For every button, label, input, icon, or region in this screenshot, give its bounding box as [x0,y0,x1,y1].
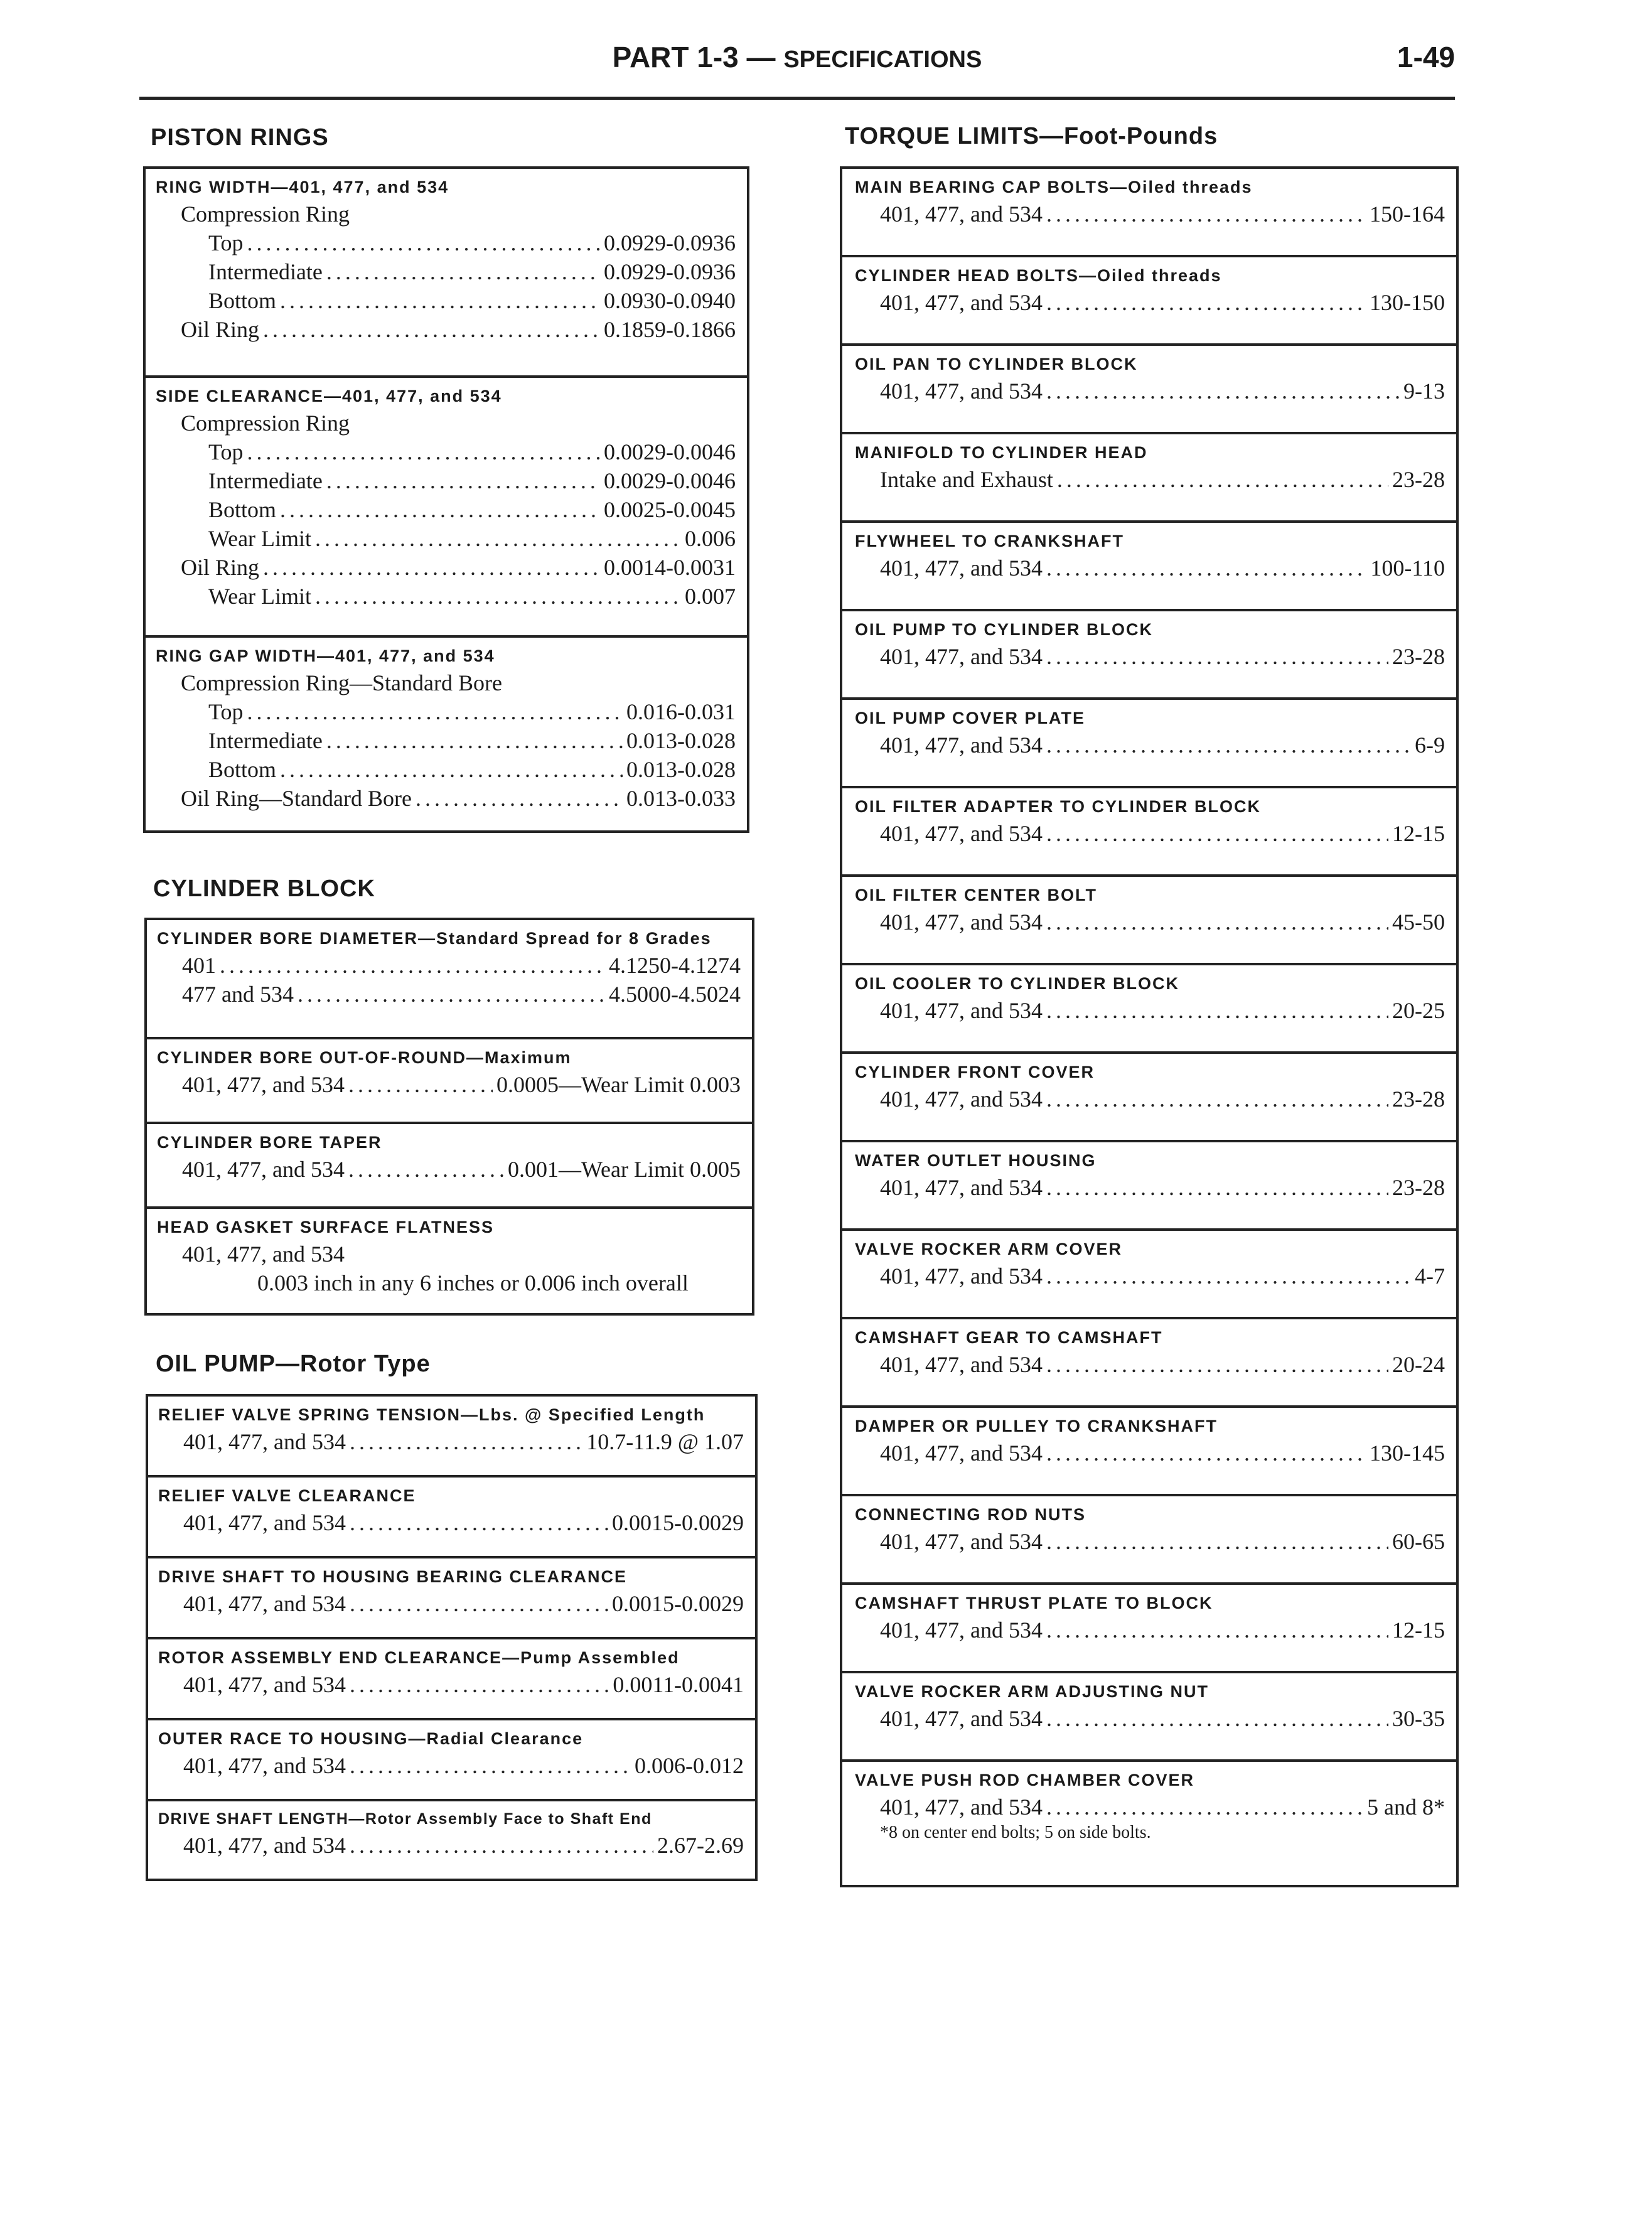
flatness-section [147,1209,752,1313]
dot-leader [280,755,623,784]
dot-leader [1046,1085,1388,1113]
spec-label: 401, 477, and 534 [880,1263,1043,1289]
spec-value: 30-35 [1392,1706,1445,1731]
section-title: CYLINDER FRONT COVER [855,1063,1095,1081]
spec-row [156,726,736,755]
spec-row [156,228,736,257]
spec-label: Intermediate [208,259,323,284]
spec-value: 4-7 [1415,1263,1445,1289]
spec-label: 401, 477, and 534 [880,1794,1043,1820]
dot-leader [1046,200,1366,228]
group-label: Compression Ring [181,201,350,227]
section-title: MAIN BEARING CAP BOLTS—Oiled threads [855,178,1253,196]
spec-label: 401, 477, and 534 [182,1072,345,1097]
spec-row [855,996,1445,1025]
section-title: CAMSHAFT THRUST PLATE TO BLOCK [855,1594,1213,1612]
spec-label: Bottom [208,288,277,313]
piston-rings-heading: PISTON RINGS [151,124,329,151]
spec-value: 0.0011-0.0041 [613,1672,744,1697]
spec-label: 477 and 534 [182,982,294,1007]
torque-section [842,1054,1456,1142]
spec-label: 401, 477, and 534 [880,555,1043,581]
dot-leader [1057,465,1388,494]
spec-label: 401, 477, and 534 [183,1591,346,1616]
spec-value: 0.013-0.033 [626,786,736,811]
section-title: RING GAP WIDTH—401, 477, and 534 [156,646,495,665]
spec-label: 401, 477, and 534 [880,732,1043,758]
dot-leader [1046,642,1388,671]
spec-label: 401, 477, and 534 [880,1086,1043,1112]
dot-leader [280,495,600,524]
spec-row [156,286,736,315]
spec-row [157,951,741,980]
oil-pump-table [146,1394,758,1881]
section-title: CYLINDER BORE OUT-OF-ROUND—Maximum [157,1048,572,1067]
ring-gap-section [146,638,747,830]
torque-limits-heading: TORQUE LIMITS—Foot-Pounds [845,123,1218,149]
dot-leader [350,1751,631,1780]
oil-pump-section [148,1558,755,1639]
spec-label: Intake and Exhaust [880,467,1053,492]
spec-label: 401, 477, and 534 [880,998,1043,1023]
dot-leader [1046,377,1400,405]
spec-row [855,1616,1445,1644]
dot-leader [263,553,600,582]
dot-leader [247,697,623,726]
dot-leader [315,582,681,611]
footnote: *8 on center end bolts; 5 on side bolts. [880,1823,1151,1842]
spec-value: 0.0929-0.0936 [604,230,736,255]
spec-row [156,553,736,582]
section-title: VALVE PUSH ROD CHAMBER COVER [855,1771,1195,1789]
spec-value: 23-28 [1392,1086,1445,1112]
oil-pump-section [148,1639,755,1720]
section-title: VALVE ROCKER ARM COVER [855,1240,1123,1258]
spec-row [855,1793,1445,1821]
spec-row [156,466,736,495]
dot-leader [1046,908,1388,936]
section-title: DRIVE SHAFT LENGTH—Rotor Assembly Face to Shaft End [158,1810,652,1828]
group-label: Compression Ring—Standard Bore [181,670,502,695]
dot-leader [350,1670,609,1699]
spec-row [855,908,1445,936]
dot-leader [1046,1173,1388,1202]
spec-row [855,465,1445,494]
spec-row [855,1350,1445,1379]
bore-diameter-section [147,920,752,1039]
section-title: DRIVE SHAFT TO HOUSING BEARING CLEARANCE [158,1567,628,1586]
section-title: OIL FILTER ADAPTER TO CYLINDER BLOCK [855,797,1262,816]
group-label: Compression Ring [181,410,350,436]
spec-row [157,980,741,1009]
spec-label: 401, 477, and 534 [183,1753,346,1778]
torque-section [842,1231,1456,1319]
dot-leader [416,784,623,813]
spec-row [158,1831,744,1860]
dot-leader [1046,1793,1363,1821]
spec-value: 0.0015-0.0029 [612,1510,744,1535]
spec-row [157,1155,741,1184]
spec-value: 0.003 inch in any 6 inches or 0.006 inch overall [257,1270,689,1295]
dot-leader [326,257,600,286]
spec-row [855,819,1445,848]
page-title: PART 1-3 — SPECIFICATIONS [612,41,982,73]
spec-label: Wear Limit [208,526,312,551]
section-title: RING WIDTH—401, 477, and 534 [156,178,449,196]
dot-leader [1046,1439,1366,1467]
torque-section [842,611,1456,700]
spec-value: 9-13 [1403,378,1445,404]
spec-label: 401, 477, and 534 [880,644,1043,669]
section-title: OIL COOLER TO CYLINDER BLOCK [855,974,1180,993]
spec-label: 401, 477, and 534 [880,1440,1043,1466]
spec-value: 4.1250-4.1274 [609,953,741,978]
spec-value: 130-145 [1370,1440,1445,1466]
dot-leader [350,1831,653,1860]
section-title: RELIEF VALVE CLEARANCE [158,1486,416,1505]
spec-value: 45-50 [1392,909,1445,935]
page-header [139,36,1455,100]
torque-section [842,788,1456,877]
spec-row [156,524,736,553]
spec-value: 0.1859-0.1866 [604,317,736,342]
spec-label: Wear Limit [208,584,312,609]
spec-value: 0.007 [685,584,736,609]
spec-value: 130-150 [1370,290,1445,315]
cylinder-block-heading: CYLINDER BLOCK [153,876,375,902]
spec-value: 0.0029-0.0046 [604,468,736,493]
spec-row [156,582,736,611]
spec-row [158,1589,744,1618]
spec-row [156,257,736,286]
spec-row [855,1085,1445,1113]
spec-value: 0.0929-0.0936 [604,259,736,284]
piston-rings-table [143,166,749,833]
section-title: ROTOR ASSEMBLY END CLEARANCE—Pump Assembled [158,1648,680,1667]
spec-label: 401, 477, and 534 [183,1429,346,1454]
spec-value: 0.0015-0.0029 [612,1591,744,1616]
torque-section [842,434,1456,523]
section-title: SIDE CLEARANCE—401, 477, and 534 [156,387,502,405]
spec-value: 0.0029-0.0046 [604,439,736,464]
torque-limits-table [840,166,1459,1887]
spec-row [158,1427,744,1456]
spec-value: 23-28 [1392,467,1445,492]
spec-row [156,495,736,524]
torque-section [842,1496,1456,1585]
spec-value: 6-9 [1415,732,1445,758]
oil-pump-section [148,1478,755,1558]
dot-leader [220,951,605,980]
spec-label: 401, 477, and 534 [183,1510,346,1535]
spec-label: Top [208,439,244,464]
spec-label: 401, 477, and 534 [183,1833,346,1858]
section-title: WATER OUTLET HOUSING [855,1151,1097,1170]
dot-leader [247,228,600,257]
spec-label: Oil Ring [181,317,260,342]
dot-leader [280,286,600,315]
spec-row [156,784,736,813]
spec-row [156,755,736,784]
side-clearance-section [146,378,747,638]
spec-row [855,731,1445,759]
spec-row [855,1704,1445,1733]
dot-leader [1046,1527,1388,1556]
torque-section [842,1408,1456,1496]
ring-width-section [146,169,747,378]
spec-row [855,554,1445,582]
spec-row [855,200,1445,228]
oil-pump-section [148,1801,755,1879]
spec-value: 0.013-0.028 [626,728,736,753]
section-title: CONNECTING ROD NUTS [855,1505,1086,1524]
spec-label: Top [208,230,244,255]
spec-label: 401, 477, and 534 [880,201,1043,227]
spec-row [156,315,736,344]
spec-label: 401, 477, and 534 [880,1352,1043,1377]
torque-section [842,1585,1456,1673]
dot-leader [350,1589,608,1618]
spec-value: 0.0005—Wear Limit 0.003 [496,1072,741,1097]
spec-label: 401, 477, and 534 [880,821,1043,846]
spec-row [158,1508,744,1537]
spec-label: 401, 477, and 534 [880,1617,1043,1643]
spec-label: 401, 477, and 534 [880,1175,1043,1200]
section-title: CYLINDER HEAD BOLTS—Oiled threads [855,266,1222,285]
spec-value: 100-110 [1370,555,1445,581]
spec-value: 0.006-0.012 [635,1753,744,1778]
dot-leader [1046,1616,1388,1644]
section-title: OUTER RACE TO HOUSING—Radial Clearance [158,1729,584,1748]
spec-label: 401, 477, and 534 [880,290,1043,315]
torque-section [842,1319,1456,1408]
spec-row [855,1173,1445,1202]
spec-row [156,697,736,726]
spec-value: 2.67-2.69 [657,1833,744,1858]
section-title: FLYWHEEL TO CRANKSHAFT [855,532,1125,550]
dot-leader [1046,288,1366,317]
spec-label: 401, 477, and 534 [880,1706,1043,1731]
dot-leader [298,980,605,1009]
spec-label: 401, 477, and 534 [182,1157,345,1182]
spec-label: Intermediate [208,468,323,493]
oil-pump-section [148,1397,755,1478]
spec-value: 150-164 [1370,201,1445,227]
dot-leader [350,1427,582,1456]
spec-value: 12-15 [1392,1617,1445,1643]
torque-section [842,965,1456,1054]
spec-label: 401, 477, and 534 [182,1242,345,1267]
spec-row [855,1527,1445,1556]
section-title: OIL PAN TO CYLINDER BLOCK [855,355,1138,373]
spec-value: 0.006 [685,526,736,551]
section-title: CYLINDER BORE DIAMETER—Standard Spread for 8 Grades [157,929,712,948]
section-title: CAMSHAFT GEAR TO CAMSHAFT [855,1328,1163,1347]
spec-label: 401 [182,953,216,978]
spec-value: 0.0930-0.0940 [604,288,736,313]
section-title: HEAD GASKET SURFACE FLATNESS [157,1218,495,1236]
spec-row [855,642,1445,671]
dot-leader [326,726,623,755]
torque-section [842,700,1456,788]
spec-label: Top [208,699,244,724]
torque-section [842,523,1456,611]
spec-row [158,1751,744,1780]
spec-row [855,288,1445,317]
torque-section [842,877,1456,965]
dot-leader [348,1155,504,1184]
cylinder-block-table [144,918,754,1316]
spec-value: 0.001—Wear Limit 0.005 [507,1157,741,1182]
dot-leader [348,1070,493,1099]
spec-label: 401, 477, and 534 [880,1529,1043,1554]
dot-leader [1046,1262,1411,1290]
spec-value: 0.013-0.028 [626,757,736,782]
spec-row [158,1670,744,1699]
torque-section [842,257,1456,346]
section-title: OIL PUMP TO CYLINDER BLOCK [855,620,1154,639]
spec-label: Oil Ring [181,555,260,580]
out-of-round-section [147,1039,752,1124]
dot-leader [1046,996,1388,1025]
dot-leader [315,524,681,553]
spec-label: 401, 477, and 534 [183,1672,346,1697]
section-title: OIL PUMP COVER PLATE [855,709,1086,727]
spec-value: 12-15 [1392,821,1445,846]
spec-row [855,1262,1445,1290]
spec-label: Oil Ring—Standard Bore [181,786,412,811]
dot-leader [1046,1704,1388,1733]
spec-value: 23-28 [1392,644,1445,669]
torque-section [842,169,1456,257]
section-title: MANIFOLD TO CYLINDER HEAD [855,443,1148,462]
spec-value: 0.016-0.031 [626,699,736,724]
spec-label: Bottom [208,757,277,782]
bore-taper-section [147,1124,752,1209]
dot-leader [1046,554,1366,582]
spec-label: Bottom [208,497,277,522]
dot-leader [1046,731,1411,759]
torque-section [842,1673,1456,1762]
section-title: OIL FILTER CENTER BOLT [855,886,1097,904]
spec-value: 20-24 [1392,1352,1445,1377]
spec-label: Intermediate [208,728,323,753]
dot-leader [350,1508,608,1537]
dot-leader [247,437,600,466]
section-title: VALVE ROCKER ARM ADJUSTING NUT [855,1682,1210,1701]
torque-section [842,1762,1456,1872]
spec-value: 0.0025-0.0045 [604,497,736,522]
oil-pump-heading: OIL PUMP—Rotor Type [156,1351,431,1377]
spec-label: 401, 477, and 534 [880,378,1043,404]
torque-section [842,1142,1456,1231]
spec-row [855,1439,1445,1467]
spec-value: 5 and 8* [1367,1794,1445,1820]
spec-value: 23-28 [1392,1175,1445,1200]
spec-row [855,377,1445,405]
spec-value: 0.0014-0.0031 [604,555,736,580]
section-title: RELIEF VALVE SPRING TENSION—Lbs. @ Specified Length [158,1405,705,1424]
dot-leader [1046,819,1388,848]
page-number: 1-49 [1397,41,1455,73]
section-title: CYLINDER BORE TAPER [157,1133,382,1152]
section-title: DAMPER OR PULLEY TO CRANKSHAFT [855,1417,1218,1435]
dot-leader [326,466,600,495]
spec-value: 4.5000-4.5024 [609,982,741,1007]
spec-label: 401, 477, and 534 [880,909,1043,935]
spec-value: 60-65 [1392,1529,1445,1554]
spec-row [157,1070,741,1099]
torque-section [842,346,1456,434]
spec-value: 20-25 [1392,998,1445,1023]
oil-pump-section [148,1720,755,1801]
dot-leader [263,315,600,344]
dot-leader [1046,1350,1388,1379]
spec-row [156,437,736,466]
spec-value: 10.7-11.9 @ 1.07 [586,1429,744,1454]
